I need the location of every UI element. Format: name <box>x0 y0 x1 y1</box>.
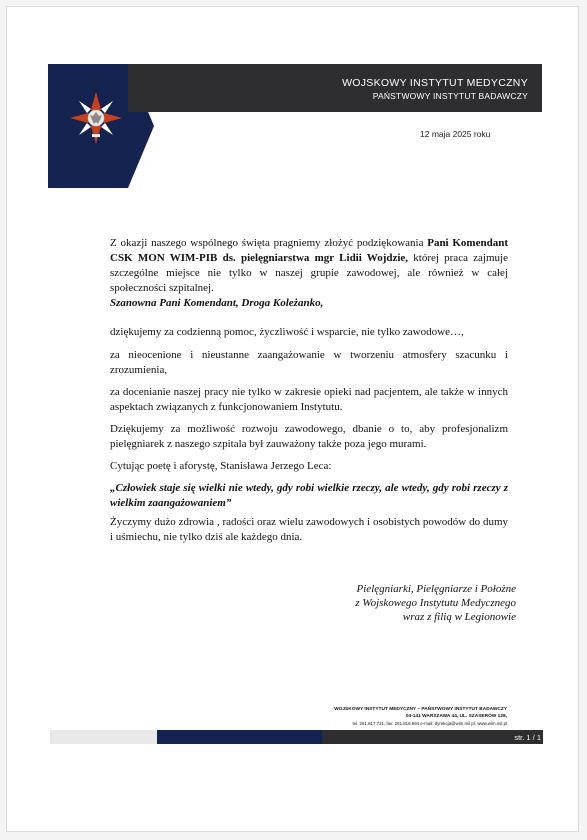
intro-text-start: Z okazji naszego wspólnego święta pragniemy złożyć podziękowania <box>110 237 428 249</box>
institution-subtitle: PAŃSTWOWY INSTYTUT BADAWCZY <box>372 91 528 101</box>
signature-line-3: wraz z filią w Legionowie <box>402 611 516 623</box>
paragraph-thanks-help: dziękujemy za codzienną pomoc, życzliwość i wsparcie, nie tylko zawodowe…, <box>110 326 464 338</box>
footer-bar-dark <box>322 730 543 744</box>
paragraph-development: Dziękujemy za możliwość rozwoju zawodowego, dbanie o to, aby profesjonalizm pielęgniarek z naszego szpitala był zauważony także poza jego murami. <box>110 423 508 450</box>
letter-date: 12 maja 2025 roku <box>420 129 491 139</box>
paragraph-citation-intro: Cytując poetę i aforystę, Stanisława Jerzego Leca: <box>110 460 332 472</box>
quote: „Człowiek staje się wielki nie wtedy, gdy robi wielkie rzeczy, ale wtedy, gdy robi rzeczy z wielkim zaangażowaniem” <box>110 482 508 509</box>
footer-institution: WOJSKOWY INSTYTUT MEDYCZNY – PAŃSTWOWY INSTYTUT BADAWCZY <box>334 707 507 712</box>
paragraph-appreciation: za docenianie naszej pracy nie tylko w zakresie opieki nad pacjentem, ale także w innych aspektach związanych z funkcjonowaniem Instytutu. <box>110 386 508 413</box>
closing-wishes: Życzymy dużo zdrowia , radości oraz wielu zawodowych i osobistych powodów do dumy i uśmiechu, nie tylko dziś ale każdego dnia. <box>110 516 508 543</box>
signature-line-2: z Wojskowego Instytutu Medycznego <box>355 597 516 609</box>
footer-bar-light <box>50 730 157 744</box>
paragraph-commitment: za nieocenione i nieustanne zaangażowanie w tworzeniu atmosfery szacunku i zrozumienia, <box>110 349 508 376</box>
signature-line-1: Pielęgniarki, Pielęgniarze i Położne <box>356 583 516 595</box>
intro-paragraph <box>110 236 508 296</box>
salutation: Szanowna Pani Komendant, Droga Koleżanko, <box>110 297 324 309</box>
header-band <box>128 64 542 112</box>
footer-contact: tel. 261.817.721, fax: 261.816.694 e-mail: dyrekcja@wim.mil.pl, www.wim.mil.pl <box>352 721 507 726</box>
intro-text-end: której praca zajmuje szczególne miejsce nie tylko w naszej grupie zawodowej, ale również w całej społeczności szpitalnej. <box>110 252 508 294</box>
page-number: str. 1 / 1 <box>514 733 541 742</box>
footer-address: 04-141 WARSZAWA 44, UL. SZASERÓW 128, <box>405 714 507 719</box>
footer-bar-navy <box>157 730 322 744</box>
institution-name: WOJSKOWY INSTYTUT MEDYCZNY <box>342 77 528 89</box>
recipient-name: Pani Komendant CSK MON WIM-PIB ds. pielęgniarstwa mgr Lidii Wojdzie, <box>110 237 508 264</box>
